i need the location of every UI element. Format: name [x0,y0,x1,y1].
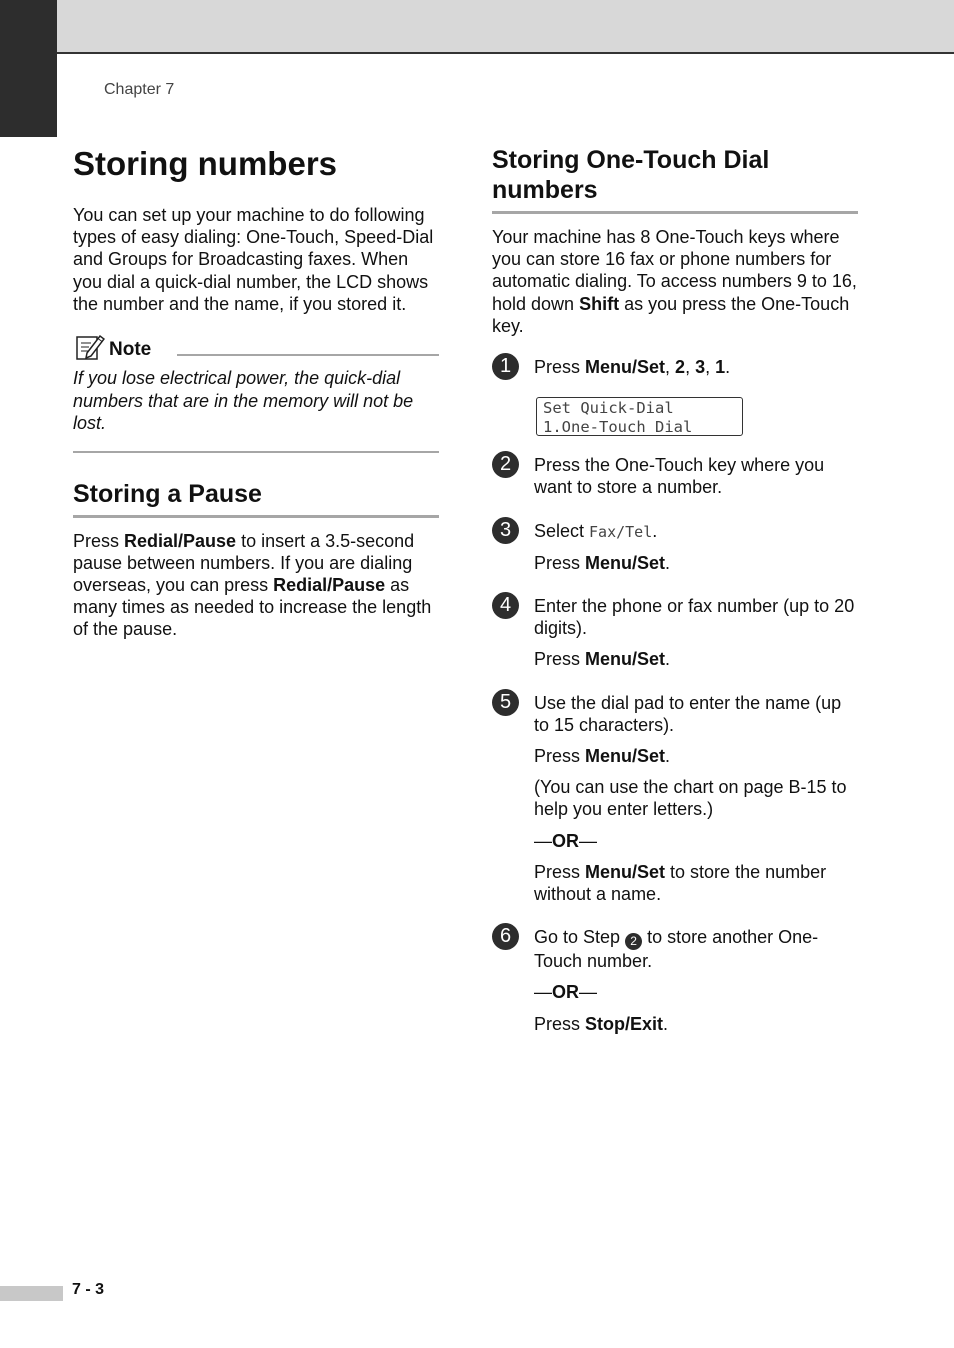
step-number-icon: 1 [492,353,519,380]
one-touch-intro: Your machine has 8 One-Touch keys where you can store 16 fax or phone numbers for automatic dialing. To access numbers 9 to 16, hold down Shift as you press the One-Touch key. [492,227,857,336]
step-number-icon: 3 [492,517,519,544]
lcd-line-2: 1.One-Touch Dial [543,417,693,436]
chapter-label: Chapter 7 [104,81,175,98]
right-column [492,140,858,1035]
step-3 [492,517,858,574]
step-text: Press the One-Touch key where you want to store a number. [534,455,825,498]
or-divider: —OR— [534,982,597,1003]
lcd-display [536,397,743,436]
step-press: Press Menu/Set. [534,649,671,670]
step-text: Press Menu/Set, 2, 3, 1. [534,357,731,378]
redial-pause-key: Redial/Pause [273,574,386,595]
step-6 [492,923,858,1035]
note-header [73,333,439,367]
one-touch-heading: Storing One-Touch Dial numbers [492,140,858,214]
step-number-icon: 4 [492,592,519,619]
step-number-icon: 5 [492,689,519,716]
step-5 [492,689,858,906]
step-1 [492,353,858,378]
left-column [73,140,439,641]
note-text: If you lose electrical power, the quick-dial numbers that are in the memory will not be lost. [73,368,414,434]
step-alt-press: Press Menu/Set to store the number without a name. [534,861,827,905]
page-number: 7 - 3 [72,1281,105,1298]
step-ref-icon: 2 [625,933,642,950]
step-text: Go to Step 2 to store another One-Touch number. [534,927,819,972]
or-divider: —OR— [534,830,597,851]
chapter-side-tab [0,0,57,137]
pause-paragraph: Press Redial/Pause to insert a 3.5-second pause between numbers. If you are dialing overseas, you can press Redial/Pause as many times as needed to increase the length of the pause. [73,530,432,640]
lcd-option: Fax/Tel [589,522,653,541]
lcd-line-1: Set Quick-Dial [543,399,674,417]
note-separator [73,451,439,453]
pause-heading: Storing a Pause [73,479,439,518]
page-title: Storing numbers [73,145,338,182]
step-number-icon: 2 [492,451,519,478]
step-text: Use the dial pad to enter the name (up to 15 characters). [534,692,842,735]
redial-pause-key: Redial/Pause [124,530,237,551]
note-rule [177,354,439,356]
step-number-icon: 6 [492,923,519,950]
note-pencil-icon [75,333,105,361]
shift-key: Shift [579,293,620,314]
note-label: Note [109,339,152,361]
step-press: Press Stop/Exit. [534,1013,669,1034]
header-band [0,0,954,54]
footer-bar [0,1286,63,1301]
step-text: Select Fax/Tel. [534,520,658,541]
step-2 [492,451,858,498]
step-hint: (You can use the chart on page B-15 to help you enter letters.) [534,777,847,820]
step-press: Press Menu/Set. [534,746,671,767]
intro-paragraph: You can set up your machine to do following types of easy dialing: One-Touch, Speed-Dial and Groups for Broadcasting faxes. When you dial a quick-dial number, the LCD shows the number and the name, if you stored it. [73,205,434,314]
step-press: Press Menu/Set. [534,552,671,573]
step-4 [492,592,858,671]
step-text: Enter the phone or fax number (up to 20 digits). [534,596,855,639]
